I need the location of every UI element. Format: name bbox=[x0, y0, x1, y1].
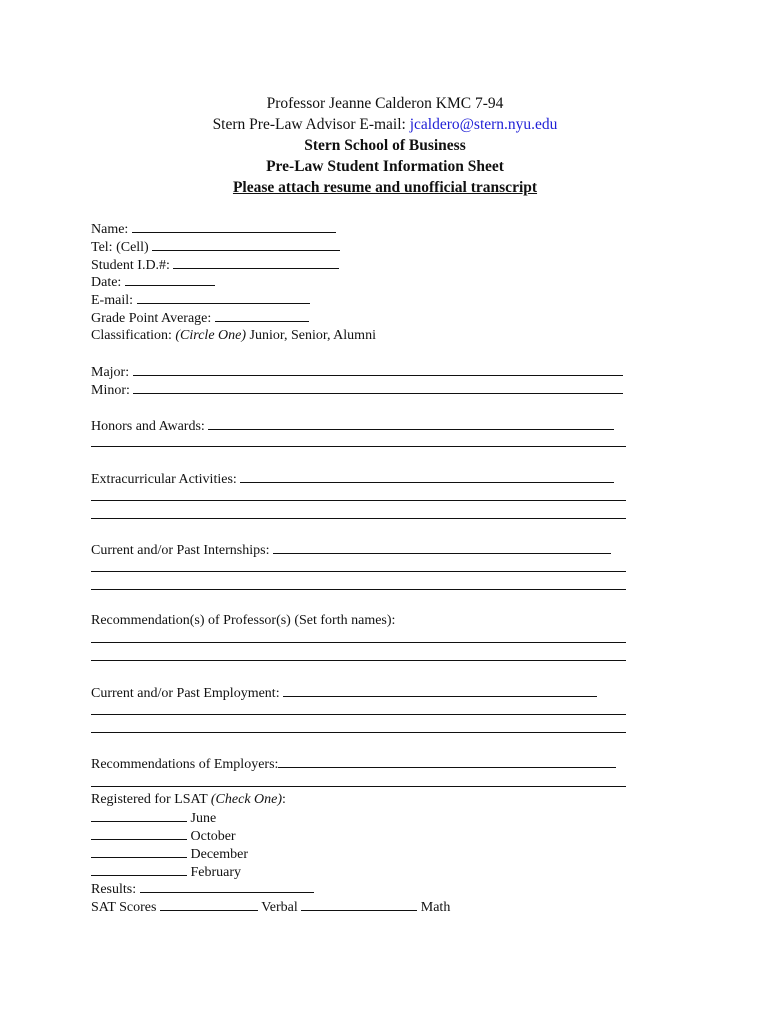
extracurricular-blank[interactable] bbox=[240, 470, 614, 483]
employer-recommendations-field bbox=[91, 755, 616, 773]
attach-instruction: Please attach resume and unofficial transcript bbox=[232, 179, 538, 196]
student-id-blank[interactable] bbox=[173, 256, 339, 269]
classification-options[interactable]: Junior, Senior, Alumni bbox=[249, 328, 376, 343]
lsat-option-february bbox=[91, 863, 241, 881]
math-label: Math bbox=[420, 900, 451, 915]
name-field bbox=[91, 220, 336, 238]
employer-recommendations-label: Recommendations of Employers: bbox=[91, 757, 279, 772]
lsat-option-label: June bbox=[190, 811, 217, 826]
major-field bbox=[91, 363, 623, 381]
school-name: Stern School of Business bbox=[304, 137, 466, 154]
email-label: E-mail: bbox=[91, 293, 133, 308]
professor-recommendations-line-2[interactable] bbox=[91, 660, 626, 661]
lsat-option-label: October bbox=[190, 829, 236, 844]
internships-blank[interactable] bbox=[273, 541, 611, 554]
results-blank[interactable] bbox=[140, 880, 314, 893]
tel-blank[interactable] bbox=[152, 238, 340, 251]
professor-recommendations-line-1[interactable] bbox=[91, 642, 626, 643]
internships-field bbox=[91, 541, 611, 559]
gpa-blank[interactable] bbox=[215, 309, 309, 322]
name-label: Name: bbox=[91, 222, 129, 237]
extracurricular-field bbox=[91, 470, 614, 488]
gpa-label: Grade Point Average: bbox=[91, 311, 212, 326]
major-label: Major: bbox=[91, 365, 130, 380]
lsat-option-label: February bbox=[190, 865, 242, 880]
sat-scores-field bbox=[91, 898, 450, 916]
lsat-label: Registered for LSAT bbox=[91, 792, 208, 807]
student-id-label: Student I.D.#: bbox=[91, 258, 170, 273]
student-id-field bbox=[91, 256, 339, 274]
sat-verbal-blank[interactable] bbox=[160, 898, 258, 911]
email-blank[interactable] bbox=[137, 291, 310, 304]
employment-field bbox=[91, 684, 597, 702]
employment-line-3[interactable] bbox=[91, 732, 626, 733]
classification-field bbox=[91, 327, 376, 345]
professor-recommendations-label: Recommendation(s) of Professor(s) (Set forth names): bbox=[91, 613, 396, 628]
professor-line: Professor Jeanne Calderon KMC 7-94 bbox=[266, 95, 504, 112]
lsat-checkbox-october[interactable] bbox=[91, 827, 187, 840]
professor-recommendations-field bbox=[91, 612, 395, 630]
sheet-header bbox=[0, 93, 770, 198]
tel-label: Tel: (Cell) bbox=[91, 240, 149, 255]
lsat-option-label: December bbox=[190, 847, 249, 862]
extracurricular-line-3[interactable] bbox=[91, 518, 626, 519]
classification-label: Classification: bbox=[91, 328, 172, 343]
lsat-option-october bbox=[91, 827, 236, 845]
honors-label: Honors and Awards: bbox=[91, 419, 205, 434]
date-blank[interactable] bbox=[125, 273, 215, 286]
date-label: Date: bbox=[91, 275, 122, 290]
sat-math-blank[interactable] bbox=[301, 898, 417, 911]
internships-label: Current and/or Past Internships: bbox=[91, 543, 270, 558]
extracurricular-label: Extracurricular Activities: bbox=[91, 472, 237, 487]
lsat-field bbox=[91, 791, 286, 809]
sat-scores-label: SAT Scores bbox=[91, 900, 157, 915]
minor-field bbox=[91, 381, 623, 399]
results-label: Results: bbox=[91, 882, 137, 897]
minor-blank[interactable] bbox=[133, 381, 623, 394]
verbal-label: Verbal bbox=[261, 900, 298, 915]
extracurricular-line-2[interactable] bbox=[91, 500, 626, 501]
date-field bbox=[91, 273, 215, 291]
name-blank[interactable] bbox=[132, 220, 336, 233]
honors-field bbox=[91, 417, 614, 435]
classification-hint: (Circle One) bbox=[175, 328, 247, 343]
lsat-hint: (Check One) bbox=[210, 792, 283, 807]
lsat-checkbox-june[interactable] bbox=[91, 809, 187, 822]
employment-blank[interactable] bbox=[283, 684, 597, 697]
tel-field bbox=[91, 238, 340, 256]
lsat-checkbox-december[interactable] bbox=[91, 845, 187, 858]
lsat-colon: : bbox=[282, 792, 286, 807]
lsat-option-december bbox=[91, 845, 248, 863]
email-field bbox=[91, 291, 310, 309]
lsat-checkbox-february[interactable] bbox=[91, 863, 187, 876]
advisor-email-link[interactable]: jcaldero@stern.nyu.edu bbox=[409, 116, 558, 133]
sheet-title: Pre-Law Student Information Sheet bbox=[266, 158, 504, 175]
minor-label: Minor: bbox=[91, 383, 130, 398]
gpa-field bbox=[91, 309, 309, 327]
employer-recommendations-blank[interactable] bbox=[278, 755, 616, 768]
major-blank[interactable] bbox=[133, 363, 623, 376]
advisor-label: Stern Pre-Law Advisor E-mail: bbox=[212, 116, 410, 133]
advisor-line bbox=[0, 114, 770, 135]
internships-line-2[interactable] bbox=[91, 571, 626, 572]
employment-label: Current and/or Past Employment: bbox=[91, 686, 280, 701]
lsat-option-june bbox=[91, 809, 216, 827]
honors-blank[interactable] bbox=[208, 417, 614, 430]
internships-line-3[interactable] bbox=[91, 589, 626, 590]
results-field bbox=[91, 880, 314, 898]
employer-recommendations-line-2[interactable] bbox=[91, 786, 626, 787]
honors-line-2[interactable] bbox=[91, 446, 626, 447]
employment-line-2[interactable] bbox=[91, 714, 626, 715]
